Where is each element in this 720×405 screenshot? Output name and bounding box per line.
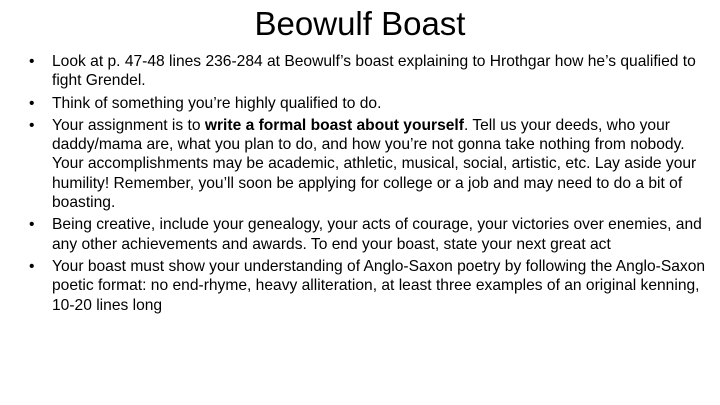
bullet-item-3 (28, 116, 712, 212)
bullet-text: Look at p. 47-48 lines 236-284 at Beowulf’s boast explaining to Hrothgar how he’s qualified to fight Grendel. (52, 53, 696, 90)
bullet-list (28, 52, 712, 318)
bullet-item-2 (28, 94, 712, 113)
bullet-dot-icon: • (29, 116, 35, 134)
bullet-text-after: . Tell us your deeds, who your daddy/mama are, what you plan to do, and how you’re not gonna take nothing from nobody. Your accomplishments may be academic, athletic, musical, social, artistic, etc. Lay aside your humility! Remember, you’ll soon be applying for college or a job and may need to do a bit of boasting. (52, 116, 697, 212)
bullet-item-1 (28, 52, 712, 91)
bullet-dot-icon: • (29, 216, 35, 234)
bullet-dot-icon: • (29, 94, 35, 112)
bullet-item-5 (28, 257, 712, 315)
bullet-text: Being creative, include your genealogy, your acts of courage, your victories over enemies, and any other achievements and awards. To end your boast, state your next great act (52, 216, 702, 253)
bullet-item-4 (28, 215, 712, 254)
bullet-text-before: Your assignment is to (52, 116, 205, 134)
bullet-dot-icon: • (29, 53, 35, 70)
bullet-dot-icon: • (29, 257, 35, 275)
slide-title: Beowulf Boast (254, 5, 466, 42)
bullet-text: Think of something you’re highly qualified to do. (52, 94, 382, 112)
bullet-text: Your boast must show your understanding of Anglo-Saxon poetry by following the Anglo-Saxon poetic format: no end-rhyme, heavy alliteration, at least three examples of an original kenning, 10-20 lines long (52, 257, 706, 314)
bullet-text-bold: write a formal boast about yourself (204, 116, 464, 134)
